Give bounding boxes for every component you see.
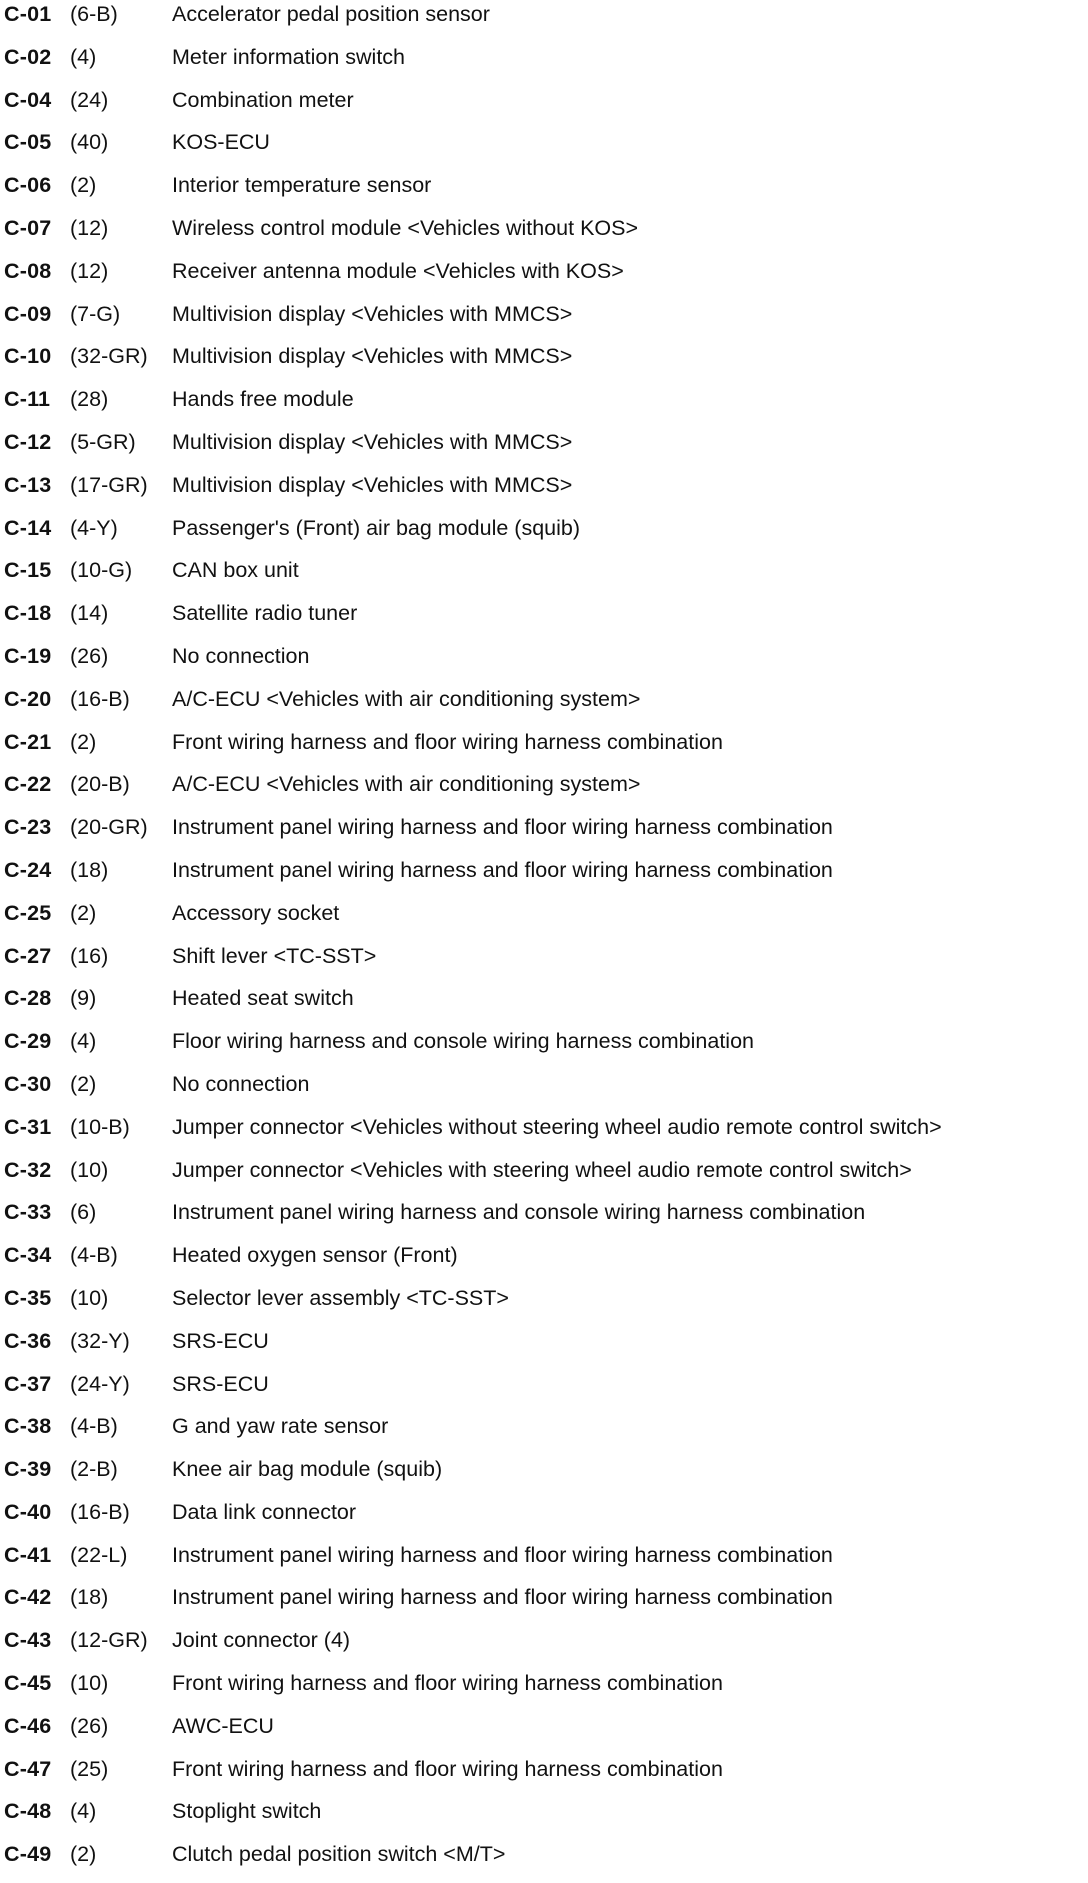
connector-row <box>4 43 1084 86</box>
connector-pins: (10-B) <box>70 1114 130 1139</box>
connector-code: C-09 <box>4 301 52 326</box>
connector-pins: (18) <box>70 1585 109 1610</box>
connector-code: C-29 <box>4 1029 52 1054</box>
connector-description: Instrument panel wiring harness and floor wiring harness combination <box>172 815 833 840</box>
connector-pins: (2) <box>70 173 97 198</box>
connector-description: No connection <box>172 643 310 668</box>
connector-pins: (16-B) <box>70 686 130 711</box>
connector-pins: (9) <box>70 986 97 1011</box>
connector-code: C-25 <box>4 900 52 925</box>
connector-row <box>4 86 1084 129</box>
connector-row <box>4 1241 1084 1284</box>
connector-pins: (26) <box>70 643 109 668</box>
connector-pins: (26) <box>70 1713 109 1738</box>
connector-code: C-35 <box>4 1285 52 1310</box>
connector-description: Jumper connector <Vehicles without steering wheel audio remote control switch> <box>172 1114 942 1139</box>
connector-code: C-37 <box>4 1371 52 1396</box>
connector-description: SRS-ECU <box>172 1371 269 1396</box>
connector-description: Clutch pedal position switch <M/T> <box>172 1842 506 1867</box>
connector-row <box>4 770 1084 813</box>
connector-description: Multivision display <Vehicles with MMCS> <box>172 429 573 454</box>
connector-row <box>4 1840 1084 1883</box>
connector-pins: (32-Y) <box>70 1328 130 1353</box>
connector-code: C-05 <box>4 130 52 155</box>
connector-pins: (4-B) <box>70 1243 118 1268</box>
connector-description: Accessory socket <box>172 900 340 925</box>
connector-code: C-39 <box>4 1457 52 1482</box>
connector-description: Shift lever <TC-SST> <box>172 943 377 968</box>
connector-row <box>4 1712 1084 1755</box>
connector-pins: (6) <box>70 1200 97 1225</box>
connector-row <box>4 1626 1084 1669</box>
connector-description: SRS-ECU <box>172 1328 269 1353</box>
connector-description: Instrument panel wiring harness and floor wiring harness combination <box>172 857 833 882</box>
connector-pins: (10-G) <box>70 558 133 583</box>
connector-row <box>4 1498 1084 1541</box>
connector-code: C-02 <box>4 44 52 69</box>
connector-code: C-14 <box>4 515 52 540</box>
connector-description: Selector lever assembly <TC-SST> <box>172 1285 509 1310</box>
connector-pins: (12) <box>70 215 109 240</box>
connector-row <box>4 1156 1084 1199</box>
connector-description: Data link connector <box>172 1499 357 1524</box>
connector-row <box>4 514 1084 557</box>
connector-pins: (20-B) <box>70 772 130 797</box>
connector-description: Jumper connector <Vehicles with steering wheel audio remote control switch> <box>172 1157 912 1182</box>
connector-pins: (20-GR) <box>70 815 148 840</box>
connector-row <box>4 1327 1084 1370</box>
connector-description: Knee air bag module (squib) <box>172 1457 443 1482</box>
connector-description: Instrument panel wiring harness and floor wiring harness combination <box>172 1585 833 1610</box>
connector-description: No connection <box>172 1071 310 1096</box>
connector-row <box>4 0 1084 43</box>
connector-row <box>4 685 1084 728</box>
connector-pins: (32-GR) <box>70 344 148 369</box>
connector-description: Meter information switch <box>172 44 405 69</box>
connector-pins: (12) <box>70 258 109 283</box>
connector-description: Accelerator pedal position sensor <box>172 2 490 26</box>
connector-row <box>4 1070 1084 1113</box>
connector-description: A/C-ECU <Vehicles with air conditioning system> <box>172 686 641 711</box>
connector-pins: (18) <box>70 857 109 882</box>
connector-description: Wireless control module <Vehicles without KOS> <box>172 215 639 240</box>
connector-row <box>4 1370 1084 1413</box>
connector-description: Instrument panel wiring harness and console wiring harness combination <box>172 1200 866 1225</box>
connector-pins: (14) <box>70 601 109 626</box>
connector-row <box>4 813 1084 856</box>
connector-row <box>4 642 1084 685</box>
connector-row <box>4 1669 1084 1712</box>
connector-row <box>4 342 1084 385</box>
connector-code: C-06 <box>4 173 52 198</box>
connector-pins: (2) <box>70 729 97 754</box>
connector-pins: (2) <box>70 900 97 925</box>
connector-description: KOS-ECU <box>172 130 270 155</box>
connector-description: AWC-ECU <box>172 1713 274 1738</box>
connector-description: Joint connector (4) <box>172 1628 351 1653</box>
connector-description: Satellite radio tuner <box>172 601 358 626</box>
connector-pins: (40) <box>70 130 109 155</box>
connector-row <box>4 128 1084 171</box>
connector-row <box>4 599 1084 642</box>
connector-row <box>4 942 1084 985</box>
connector-pins: (25) <box>70 1756 109 1781</box>
connector-code: C-43 <box>4 1628 52 1653</box>
connector-code: C-27 <box>4 943 52 968</box>
connector-pins: (2) <box>70 1842 97 1867</box>
connector-pins: (22-L) <box>70 1542 128 1567</box>
connector-pins: (5-GR) <box>70 429 136 454</box>
connector-description: Multivision display <Vehicles with MMCS> <box>172 301 573 326</box>
connector-code: C-33 <box>4 1200 52 1225</box>
connector-code: C-19 <box>4 643 52 668</box>
connector-row <box>4 1284 1084 1327</box>
connector-row <box>4 899 1084 942</box>
connector-description: Heated oxygen sensor (Front) <box>172 1243 458 1268</box>
connector-description: Front wiring harness and floor wiring harness combination <box>172 729 723 754</box>
connector-pins: (10) <box>70 1671 109 1696</box>
connector-code: C-49 <box>4 1842 52 1867</box>
connector-pins: (4-B) <box>70 1414 118 1439</box>
connector-row <box>4 171 1084 214</box>
connector-description: Hands free module <box>172 387 354 412</box>
connector-row <box>4 385 1084 428</box>
connector-code: C-34 <box>4 1243 52 1268</box>
connector-row <box>4 728 1084 771</box>
connector-row <box>4 556 1084 599</box>
connector-pins: (4) <box>70 1799 97 1824</box>
connector-pins: (16-B) <box>70 1499 130 1524</box>
connector-row <box>4 214 1084 257</box>
connector-description: Stoplight switch <box>172 1799 322 1824</box>
connector-description: G and yaw rate sensor <box>172 1414 389 1439</box>
connector-row <box>4 984 1084 1027</box>
connector-description: Multivision display <Vehicles with MMCS> <box>172 472 573 497</box>
connector-description: Passenger's (Front) air bag module (squib) <box>172 515 581 540</box>
connector-code: C-40 <box>4 1499 52 1524</box>
connector-row <box>4 1455 1084 1498</box>
connector-pins: (17-GR) <box>70 472 148 497</box>
connector-code: C-10 <box>4 344 52 369</box>
connector-row <box>4 1027 1084 1070</box>
connector-code: C-31 <box>4 1114 52 1139</box>
connector-code: C-30 <box>4 1071 52 1096</box>
connector-row <box>4 856 1084 899</box>
connector-pins: (4) <box>70 44 97 69</box>
connector-code: C-38 <box>4 1414 52 1439</box>
connector-code: C-04 <box>4 87 52 112</box>
connector-row <box>4 1797 1084 1840</box>
connector-pins: (16) <box>70 943 109 968</box>
connector-description: Combination meter <box>172 87 354 112</box>
connector-description: A/C-ECU <Vehicles with air conditioning system> <box>172 772 641 797</box>
connector-description: Multivision display <Vehicles with MMCS> <box>172 344 573 369</box>
connector-row <box>4 428 1084 471</box>
connector-pins: (2-B) <box>70 1457 118 1482</box>
connector-code: C-42 <box>4 1585 52 1610</box>
connector-code: C-36 <box>4 1328 52 1353</box>
connector-pins: (4-Y) <box>70 515 118 540</box>
connector-code: C-12 <box>4 429 52 454</box>
connector-code: C-24 <box>4 857 52 882</box>
connector-pins: (2) <box>70 1071 97 1096</box>
connector-pins: (24) <box>70 87 109 112</box>
connector-code: C-28 <box>4 986 52 1011</box>
connector-description: Floor wiring harness and console wiring harness combination <box>172 1029 754 1054</box>
connector-pins: (10) <box>70 1157 109 1182</box>
connector-code: C-01 <box>4 2 52 26</box>
connector-code: C-22 <box>4 772 52 797</box>
connector-description: Instrument panel wiring harness and floor wiring harness combination <box>172 1542 833 1567</box>
connector-code: C-08 <box>4 258 52 283</box>
connector-code: C-41 <box>4 1542 52 1567</box>
connector-row <box>4 471 1084 514</box>
connector-code: C-11 <box>4 387 51 412</box>
connector-code: C-45 <box>4 1671 52 1696</box>
connector-pins: (4) <box>70 1029 97 1054</box>
connector-code: C-13 <box>4 472 52 497</box>
connector-pins: (24-Y) <box>70 1371 130 1396</box>
connector-row <box>4 300 1084 343</box>
connector-description: Heated seat switch <box>172 986 354 1011</box>
connector-row <box>4 1113 1084 1156</box>
connector-code: C-47 <box>4 1756 52 1781</box>
connector-code: C-23 <box>4 815 52 840</box>
connector-description: CAN box unit <box>172 558 299 583</box>
connector-pins: (7-G) <box>70 301 121 326</box>
connector-description: Front wiring harness and floor wiring harness combination <box>172 1671 723 1696</box>
connector-row <box>4 257 1084 300</box>
connector-code: C-20 <box>4 686 52 711</box>
connector-row <box>4 1541 1084 1584</box>
connector-code: C-15 <box>4 558 52 583</box>
connector-description: Front wiring harness and floor wiring harness combination <box>172 1756 723 1781</box>
connector-code: C-32 <box>4 1157 52 1182</box>
connector-code: C-46 <box>4 1713 52 1738</box>
connector-list <box>4 0 1084 1883</box>
connector-code: C-07 <box>4 215 52 240</box>
connector-row <box>4 1755 1084 1798</box>
connector-row <box>4 1583 1084 1626</box>
connector-pins: (6-B) <box>70 2 118 26</box>
connector-code: C-48 <box>4 1799 52 1824</box>
connector-pins: (10) <box>70 1285 109 1310</box>
connector-description: Receiver antenna module <Vehicles with KOS> <box>172 258 624 283</box>
connector-row <box>4 1412 1084 1455</box>
connector-row <box>4 1198 1084 1241</box>
connector-pins: (28) <box>70 387 109 412</box>
connector-code: C-18 <box>4 601 52 626</box>
connector-pins: (12-GR) <box>70 1628 148 1653</box>
connector-description: Interior temperature sensor <box>172 173 432 198</box>
connector-code: C-21 <box>4 729 52 754</box>
